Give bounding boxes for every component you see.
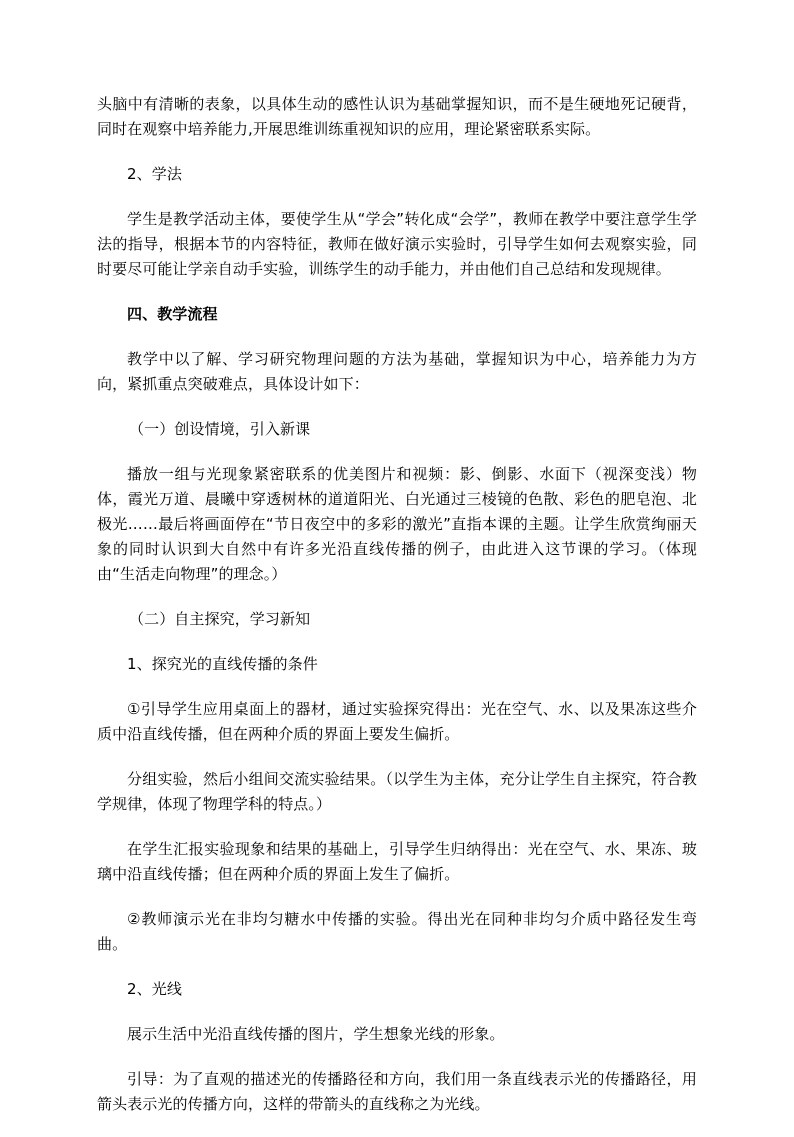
paragraph-light-ray-definition: 引导：为了直观的描述光的传播路径和方向，我们用一条直线表示光的传播路径，用箭头表示光的传播方向，这样的带箭头的直线称之为光线。 xyxy=(97,1070,697,1113)
section-heading-teaching-process: 四、教学流程 xyxy=(127,305,218,323)
subheading-light-ray: 2、光线 xyxy=(127,980,182,998)
paragraph-show-pictures: 展示生活中光沿直线传播的图片，学生想象光线的形象。 xyxy=(127,1025,505,1043)
paragraph-create-situation: 播放一组与光现象紧密联系的优美图片和视频：影、倒影、水面下（视深变浅）物体，霞光万道、晨曦中穿透树林的道道阳光、白光通过三棱镜的色散、彩色的肥皂泡、北极光……最后将画面停在“节日夜空中的多彩的激光”直指本课的主题。让学生欣赏绚丽天象的同时认识到大自然中有许多光沿直线传播的例子，由此进入这节课的学习。（体现由“生活走向物理”的理念。） xyxy=(97,465,697,583)
paragraph-group-experiment: 分组实验，然后小组间交流实验结果。（以学生为主体，充分让学生自主探究，符合教学规律，体现了物理学科的特点。） xyxy=(97,770,697,813)
paragraph-teaching-process: 教学中以了解、学习研究物理问题的方法为基础，掌握知识为中心，培养能力为方向，紧抓重点突破难点，具体设计如下： xyxy=(97,350,697,393)
paragraph-teacher-demo: ②教师演示光在非均匀糖水中传播的实验。得出光在同种非均匀介质中路径发生弯曲。 xyxy=(97,910,697,953)
paragraph-learning-method-intro: 头脑中有清晰的表象，以具体生动的感性认识为基础掌握知识，而不是生硬地死记硬背，同时在观察中培养能力,开展思维训练重视知识的应用，理论紧密联系实际。 xyxy=(97,95,697,138)
subheading-self-exploration: （二）自主探究，学习新知 xyxy=(129,610,311,628)
document-page xyxy=(97,92,697,1137)
paragraph-student-report: 在学生汇报实验现象和结果的基础上，引导学生归纳得出：光在空气、水、果冻、玻璃中沿直线传播；但在两种介质的界面上发生了偏折。 xyxy=(97,840,697,883)
subheading-light-propagation-condition: 1、探究光的直线传播的条件 xyxy=(127,655,318,673)
paragraph-study-method: 学生是教学活动主体，要使学生从“学会”转化成“会学”，教师在教学中要注意学生学法的指导，根据本节的内容特征，教师在做好演示实验时，引导学生如何去观察实验，同时要尽可能让学亲自动手实验，训练学生的动手能力，并由他们自己总结和发现规律。 xyxy=(97,210,697,278)
subheading-create-situation: （一）创设情境，引入新课 xyxy=(129,420,311,438)
section-heading-study-method: 2、学法 xyxy=(127,165,182,183)
paragraph-experiment-one: ①引导学生应用桌面上的器材，通过实验探究得出：光在空气、水、以及果冻这些介质中沿直线传播，但在两种介质的界面上要发生偏折。 xyxy=(97,700,697,743)
